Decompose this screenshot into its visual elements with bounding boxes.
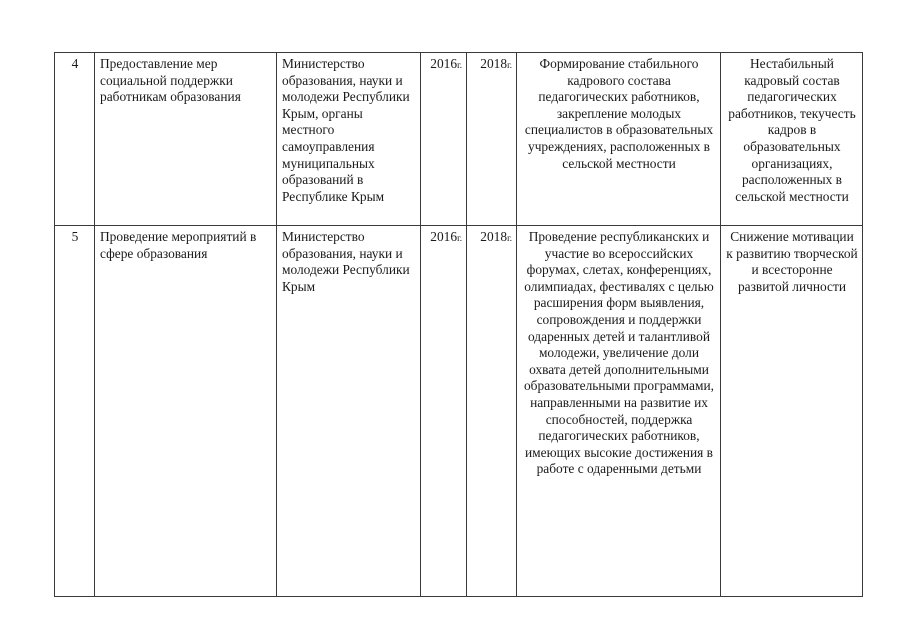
start-year: 2016 bbox=[430, 56, 458, 71]
start-year-cell bbox=[421, 53, 467, 226]
end-year: 2018 bbox=[480, 56, 508, 71]
measure-name-cell: Проведение мероприятий в сфере образования bbox=[95, 226, 277, 597]
table-row bbox=[55, 226, 863, 597]
end-year-cell bbox=[467, 53, 517, 226]
row-number-cell: 5 bbox=[55, 226, 95, 597]
start-year: 2016 bbox=[430, 229, 458, 244]
table-row bbox=[55, 53, 863, 226]
measure-name-cell: Предоставление мер социальной поддержки работникам образования bbox=[95, 53, 277, 226]
expected-result-cell: Проведение республиканских и участие во всероссийских форумах, слетах, конференциях, олимпиадах, фестивалях с целью расширения форм выявления, сопровождения и поддержки одаренных детей и талантливой молодежи, увеличение доли охвата детей дополнительными образовательными программами, направленными на развитие их способностей, поддержка педагогических работников, имеющих высокие достижения в работе с одаренными детьми bbox=[517, 226, 721, 597]
year-suffix: г. bbox=[457, 60, 462, 70]
end-year-cell bbox=[467, 226, 517, 597]
row-number-cell: 4 bbox=[55, 53, 95, 226]
risk-cell: Нестабильный кадровый состав педагогических работников, текучесть кадров в образовательных организациях, расположенных в сельской местности bbox=[721, 53, 863, 226]
year-suffix: г. bbox=[507, 60, 512, 70]
executor-cell: Министерство образования, науки и молодежи Республики Крым bbox=[277, 226, 421, 597]
executor-cell: Министерство образования, науки и молодежи Республики Крым, органы местного самоуправления муниципальных образований в Республике Крым bbox=[277, 53, 421, 226]
end-year: 2018 bbox=[480, 229, 508, 244]
measures-table bbox=[54, 52, 863, 597]
year-suffix: г. bbox=[507, 233, 512, 243]
year-suffix: г. bbox=[457, 233, 462, 243]
risk-cell: Снижение мотивации к развитию творческой и всесторонне развитой личности bbox=[721, 226, 863, 597]
expected-result-cell: Формирование стабильного кадрового состава педагогических работников, закрепление молодых специалистов в образовательных учреждениях, расположенных в сельской местности bbox=[517, 53, 721, 226]
start-year-cell bbox=[421, 226, 467, 597]
